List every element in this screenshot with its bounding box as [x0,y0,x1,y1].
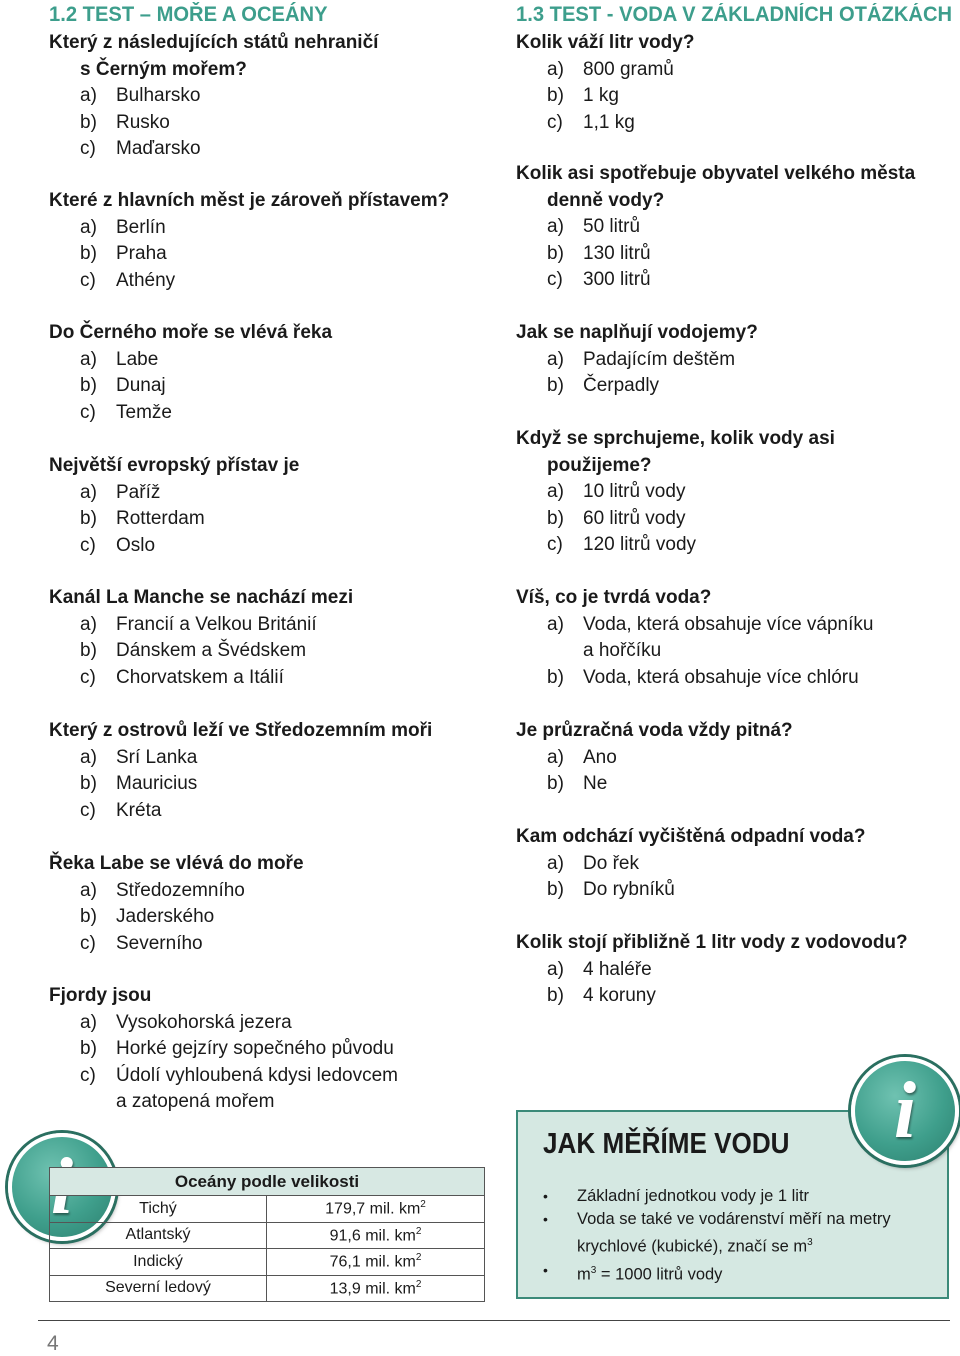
answer-option: c) Kréta [80,799,162,821]
question-5 [516,585,873,691]
answer-option: a) 800 gramů [547,58,674,80]
oceans-table [49,1167,485,1302]
answer-list [516,612,873,692]
question-6 [516,718,793,798]
answer-option: a) Srí Lanka [80,746,198,768]
info-box-list [543,1185,891,1286]
answer-option: b) Mauricius [80,773,198,794]
answer-option: c) Oslo [80,534,156,556]
answer-option: c) Athény [80,269,176,291]
answer-option: a) Vysokohorská jezera [80,1011,292,1033]
answer-option: a) 4 haléře [547,958,652,980]
footer-divider [38,1320,950,1321]
question-text: Největší evropský přístav je [49,455,300,476]
answer-list [49,215,449,295]
answer-option: b) Praha [80,243,167,264]
answer-option: b) Rotterdam [80,508,205,529]
section-title-water-test: 1.3 TEST - VODA V ZÁKLADNÍCH OTÁZKÁCH [516,3,953,26]
answer-option: b) Jaderského [80,906,215,927]
answer-option: c) Severního [80,932,203,954]
question-2 [516,161,915,294]
answer-option: c) Chorvatskem a Itálií [80,666,284,688]
answer-option: c) Maďarsko [80,138,201,159]
answer-list [516,347,758,400]
answer-list [516,479,835,559]
question-8 [516,930,908,1010]
answer-option: b) Horké gejzíry sopečného původu [80,1038,394,1059]
list-item: • Voda se také ve vodárenství měří na metry krychlové (kubické), značí se $m^3$ [543,1210,891,1256]
question-text: Když se sprchujeme, kolik vody asi použijeme? [516,428,835,476]
table-row [50,1222,485,1249]
question-text: Do Černého moře se vlévá řeka [49,322,333,343]
answer-option: b) 130 litrů [547,242,651,264]
section-title-sea-test: 1.2 TEST – MOŘE A OCEÁNY [49,3,328,26]
answer-list [516,851,865,904]
table-title: Oceány podle velikosti [50,1168,485,1196]
ocean-area: 13,9 mil. $km^2$ [267,1275,485,1302]
answer-option: a) Voda, která obsahuje více vápníku a hořčíku [547,613,874,661]
answer-list [49,878,304,958]
answer-option: b) Voda, která obsahuje více chlóru [547,666,859,688]
answer-list [49,612,353,692]
answer-option: b) 1 kg [547,85,619,106]
table-row [50,1275,485,1302]
answer-option: c) 300 litrů [547,269,651,290]
ocean-name: Tichý [50,1196,267,1223]
question-text: Kolik stojí přibližně 1 litr vody z vodovodu? [516,932,908,953]
ocean-name: Severní ledový [50,1275,267,1302]
question-text: Víš, co je tvrdá voda? [516,587,712,608]
ocean-area: 179,7 mil. $km^2$ [267,1196,485,1223]
answer-option: a) Bulharsko [80,85,201,106]
question-3 [49,320,332,426]
answer-list [49,83,378,163]
info-box-title: JAK MĚŘÍME VODU [543,1128,790,1160]
answer-option: a) Labe [80,348,159,370]
answer-option: a) Paříž [80,481,161,503]
ocean-name: Indický [50,1249,267,1276]
answer-option: b) Čerpadly [547,375,660,396]
table-row [50,1196,485,1223]
question-text: Který z následujících států nehraničí s Černým mořem? [49,32,379,80]
answer-option: a) Padajícím deštěm [547,348,736,370]
question-text: Kanál La Manche se nachází mezi [49,587,354,608]
answer-option: a) 10 litrů vody [547,481,686,502]
question-text: Kam odchází vyčištěná odpadní voda? [516,826,866,847]
answer-option: a) Středozemního [80,879,245,901]
answer-option: a) Francií a Velkou Británií [80,613,317,635]
answer-option: b) Do rybníků [547,879,675,900]
table-header-row [50,1168,485,1196]
question-8 [49,983,398,1116]
answer-option: c) 1,1 kg [547,111,635,133]
table-row [50,1249,485,1276]
answer-option: c) Údolí vyhloubená kdysi ledovcem a zatopená mořem [80,1064,398,1112]
answer-list [49,347,332,427]
answer-option: b) Dunaj [80,375,166,396]
question-4 [49,453,299,559]
answer-option: b) Dánskem a Švédskem [80,640,307,661]
question-5 [49,585,353,691]
question-text: Fjordy jsou [49,985,152,1006]
answer-list [516,57,694,137]
answer-option: a) 50 litrů [547,216,641,237]
question-1 [49,30,378,163]
answer-option: c) Temže [80,401,172,423]
question-6 [49,718,432,824]
question-text: Řeka Labe se vlévá do moře [49,853,304,874]
answer-option: c) 120 litrů vody [547,534,697,555]
ocean-area: 91,6 mil. $km^2$ [267,1222,485,1249]
answer-option: b) Rusko [80,111,170,133]
answer-list [516,214,915,294]
question-7 [516,824,865,904]
answer-option: b) Ne [547,773,608,794]
list-item: • $m^3 = 1000$ litrů vody [543,1261,723,1283]
answer-option: b) 4 koruny [547,985,656,1006]
answer-option: a) Berlín [80,216,166,238]
question-text: Které z hlavních měst je zároveň přístavem? [49,190,450,211]
answer-list [49,1010,398,1116]
answer-option: a) Ano [547,746,617,768]
question-7 [49,851,304,957]
ocean-area: 76,1 mil. $km^2$ [267,1249,485,1276]
question-text: Kolik asi spotřebuje obyvatel velkého města denně vody? [516,163,916,211]
ocean-name: Atlantský [50,1222,267,1249]
question-2 [49,188,449,294]
answer-option: b) 60 litrů vody [547,507,686,529]
question-3 [516,320,758,400]
answer-list [516,745,793,798]
question-text: Který z ostrovů leží ve Středozemním moři [49,720,433,741]
question-text: Kolik váží litr vody? [516,32,695,53]
answer-list [516,957,908,1010]
question-1 [516,30,694,136]
question-4 [516,426,835,559]
answer-option: a) Do řek [547,852,639,874]
answer-list [49,480,299,560]
page-number: 4 [47,1332,59,1355]
answer-list [49,745,432,825]
question-text: Je průzračná voda vždy pitná? [516,720,793,741]
question-text: Jak se naplňují vodojemy? [516,322,758,343]
info-icon: i [851,1057,959,1165]
list-item: • Základní jednotkou vody je 1 litr [543,1187,810,1205]
